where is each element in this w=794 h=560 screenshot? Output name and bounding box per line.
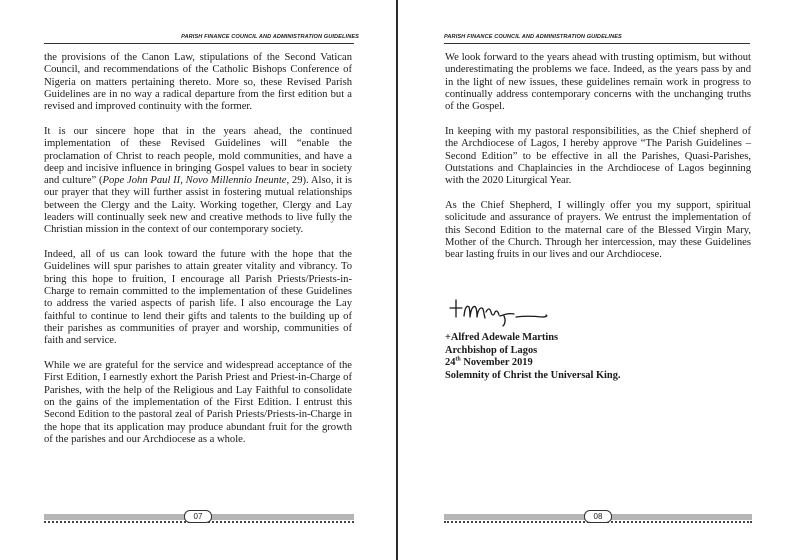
paragraph-1: We look forward to the years ahead with trusting optimism, but without underestimating the problems we face. Indeed, as the years pass by and in the light of new issues, these guidelines remain work in progress to continually address contemporary concerns with the unchanging truths of the Gospel. <box>445 52 751 113</box>
handwritten-signature <box>448 290 578 330</box>
citation: Pope John Paul II, Novo Millennio Ineunte <box>102 175 287 187</box>
paragraph-1: the provisions of the Canon Law, stipulations of the Second Vatican Council, and recommendations of the Catholic Bishops Conference of Nigeria on matters pertaining thereto. More so, these Revised Parish Guidelines are in no way a radical departure from the first edition but a revised and improved continuity with the former. <box>44 52 352 113</box>
signer-name: +Alfred Adewale Martins <box>445 332 559 343</box>
header-rule <box>44 43 354 44</box>
left-body-text <box>44 52 352 459</box>
right-page <box>398 0 794 560</box>
signing-date <box>445 357 620 370</box>
paragraph-4: While we are grateful for the service and widespread acceptance of the First Edition, I earnestly exhort the Parish Priest and Priest-in-Charge of Parishes, with the help of the Religious and Lay Faithful to consolidate on the gains of the implementation of the First Edition. I entrust this Second Edition to the pastoral zeal of Parish Priests/Priests-in-Charge in the hope that its application may produce abundant fruit for the growth of the parishes and our Archdiocese as a whole. <box>44 360 352 445</box>
right-body-text <box>445 52 751 274</box>
running-head: PARISH FINANCE COUNCIL AND ADMINISTRATION GUIDELINES <box>444 34 622 40</box>
paragraph-2-part-b: , 29). Also, it is our prayer that they will further assist in fostering mutual relationships between the Clergy and the Laity. Working together, Clergy and Lay leaders will continually seek new and creative methods to live fully the Christian mission in the context of our contemporary society. <box>44 175 352 236</box>
date-month-year: November 2019 <box>460 357 533 369</box>
page-number-right: 08 <box>584 510 612 523</box>
page-number-left: 07 <box>184 510 212 523</box>
paragraph-3: Indeed, all of us can look toward the future with the hope that the Guidelines will spur parishes to attain greater vitality and vibrancy. To bring this hope to fruition, I encourage all Parish Priests/Priests-in-Charge to remain committed to the implementation of these Guidelines to address the varied aspects of parish life. I also encourage the Lay faithful to continue to lend their gifts and talents to the building up of their parishes as communities of prayer and worship, communities of faith and service. <box>44 249 352 347</box>
running-head: PARISH FINANCE COUNCIL AND ADMINISTRATION GUIDELINES <box>181 34 359 40</box>
paragraph-2: In keeping with my pastoral responsibilities, as the Chief shepherd of the Archdiocese of Lagos, I hereby approve “The Parish Guidelines – Second Edition” to be effective in all the Parishes, Quasi-Parishes, Outstations and Chaplaincies in the Archdiocese of Lagos beginning with the 2020 Liturgical Year. <box>445 125 751 187</box>
header-rule <box>444 43 750 44</box>
date-suffix: th <box>455 356 461 363</box>
signing-occasion: Solemnity of Christ the Universal King. <box>445 369 621 381</box>
signature-block <box>445 332 620 382</box>
signer-title: Archbishop of Lagos <box>445 344 538 356</box>
paragraph-2-part-a: It is our sincere hope that in the years ahead, the continued implementation of these Revised Guidelines will “enable the proclamation of Christ to reach people, mold communities, and have a deep and incisive influence in bringing Gospel values to bear in society and culture” ( <box>44 125 352 187</box>
paragraph-2 <box>44 126 352 237</box>
date-day: 24 <box>445 357 456 369</box>
paragraph-3: As the Chief Shepherd, I willingly offer you my support, spiritual solicitude and assurance of prayers. We entrust the implementation of this Second Edition to the maternal care of the Blessed Virgin Mary, Mother of the Church. Through her intercession, may these Guidelines bear lasting fruits in our lives and our Archdiocese. <box>445 199 751 261</box>
